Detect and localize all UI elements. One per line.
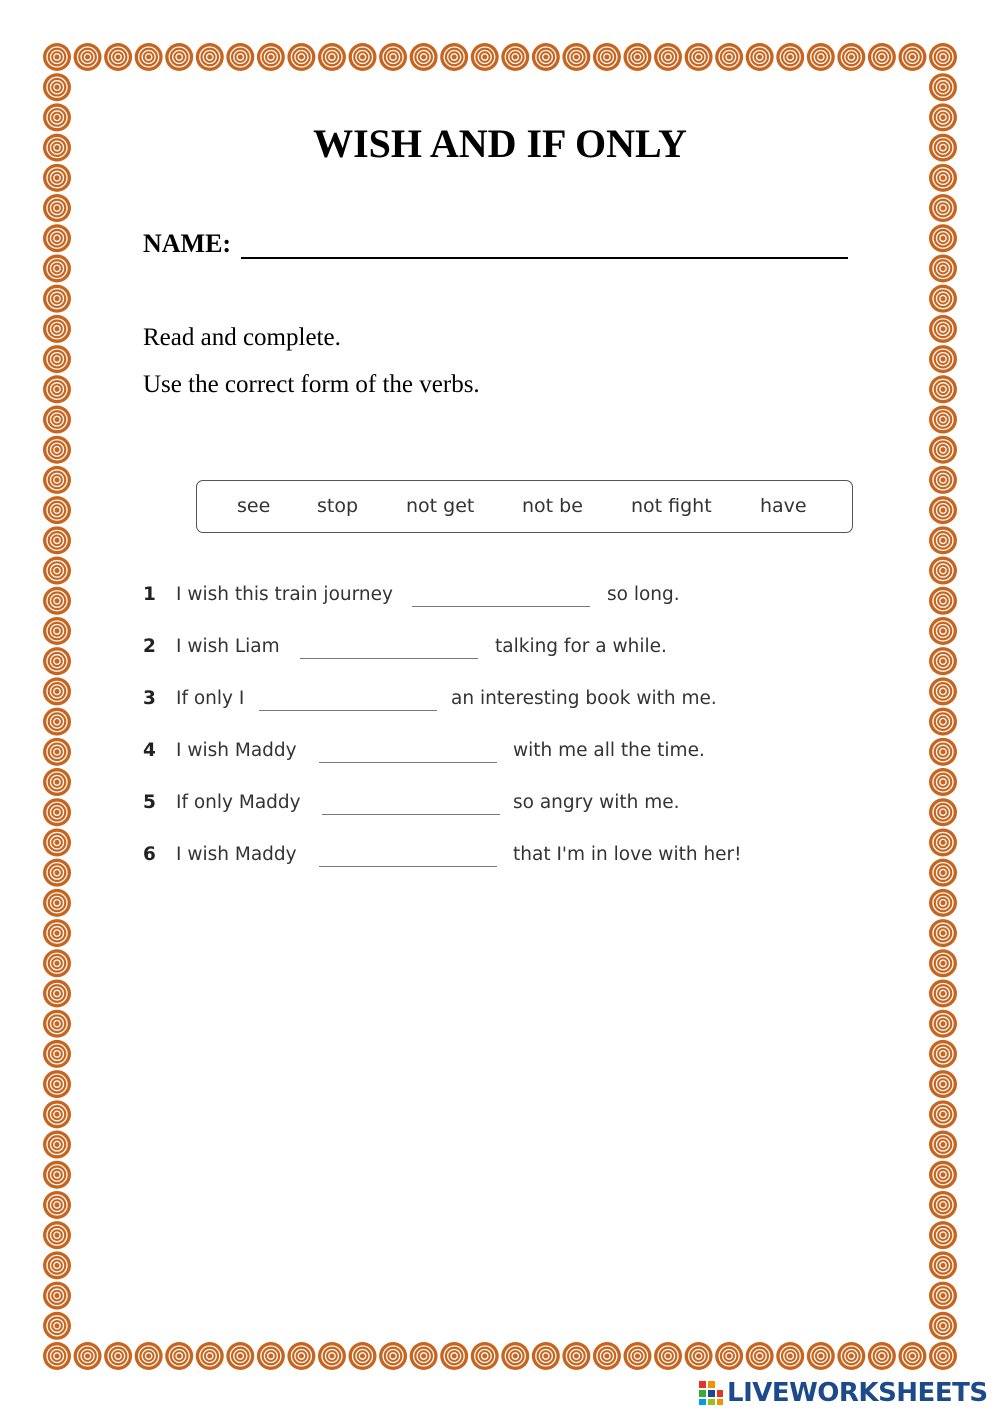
border-spiral-ornament (776, 1342, 804, 1370)
border-spiral-ornament (43, 889, 71, 917)
border-spiral-ornament (929, 1131, 957, 1159)
border-spiral-ornament (43, 647, 71, 675)
border-spiral-ornament (43, 526, 71, 554)
border-spiral-ornament (165, 1342, 193, 1370)
border-spiral-ornament (746, 43, 774, 71)
border-spiral-ornament (929, 859, 957, 887)
word-bank-item: not get (406, 495, 475, 517)
item-number: 3 (143, 688, 156, 709)
border-spiral-ornament (43, 859, 71, 887)
border-spiral-ornament (440, 43, 468, 71)
border-spiral-ornament (501, 43, 529, 71)
border-spiral-ornament (929, 406, 957, 434)
border-spiral-ornament (715, 1342, 743, 1370)
item-text-after: with me all the time. (513, 740, 705, 761)
word-bank-item: stop (317, 495, 359, 517)
answer-input-2[interactable] (300, 634, 478, 659)
border-spiral-ornament (43, 73, 71, 101)
border-spiral-ornament (349, 1342, 377, 1370)
item-number: 2 (143, 636, 156, 657)
border-spiral-ornament (929, 677, 957, 705)
border-spiral-ornament (43, 194, 71, 222)
border-spiral-ornament (929, 617, 957, 645)
border-spiral-ornament (929, 798, 957, 826)
border-spiral-ornament (74, 43, 102, 71)
border-spiral-ornament (43, 345, 71, 373)
border-spiral-ornament (929, 919, 957, 947)
border-spiral-ornament (623, 1342, 651, 1370)
border-spiral-ornament (929, 496, 957, 524)
border-spiral-ornament (257, 43, 285, 71)
border-spiral-ornament (410, 1342, 438, 1370)
border-spiral-ornament (135, 1342, 163, 1370)
border-spiral-ornament (74, 1342, 102, 1370)
border-spiral-ornament (43, 1131, 71, 1159)
border-spiral-ornament (43, 1251, 71, 1279)
border-spiral-ornament (43, 1282, 71, 1310)
item-number: 4 (143, 740, 156, 761)
border-spiral-ornament (807, 43, 835, 71)
border-spiral-ornament (318, 1342, 346, 1370)
border-spiral-ornament (43, 375, 71, 403)
border-spiral-ornament (135, 43, 163, 71)
item-text-after: that I'm in love with her! (513, 844, 742, 865)
border-spiral-ornament (287, 1342, 315, 1370)
border-spiral-ornament (532, 1342, 560, 1370)
border-spiral-ornament (685, 43, 713, 71)
border-spiral-ornament (43, 406, 71, 434)
border-spiral-ornament (929, 1040, 957, 1068)
border-spiral-ornament (318, 43, 346, 71)
word-bank-item: see (237, 495, 271, 517)
border-spiral-ornament (929, 1191, 957, 1219)
border-spiral-ornament (837, 1342, 865, 1370)
border-spiral-ornament (440, 1342, 468, 1370)
border-spiral-ornament (43, 708, 71, 736)
border-spiral-ornament (715, 43, 743, 71)
border-spiral-ornament (43, 1161, 71, 1189)
border-spiral-ornament (929, 164, 957, 192)
border-spiral-ornament (43, 466, 71, 494)
border-spiral-ornament (379, 1342, 407, 1370)
border-spiral-ornament (868, 1342, 896, 1370)
answer-input-5[interactable] (322, 790, 500, 815)
border-spiral-ornament (929, 949, 957, 977)
border-spiral-ornament (257, 1342, 285, 1370)
border-spiral-ornament (929, 889, 957, 917)
instruction-verbs: Use the correct form of the verbs. (143, 371, 480, 398)
item-number: 5 (143, 792, 156, 813)
answer-input-4[interactable] (319, 738, 497, 763)
instruction-read: Read and complete. (143, 324, 341, 351)
answer-input-3[interactable] (259, 686, 437, 711)
item-text-before: I wish this train journey (176, 584, 393, 605)
border-spiral-ornament (562, 1342, 590, 1370)
border-spiral-ornament (562, 43, 590, 71)
border-spiral-ornament (471, 1342, 499, 1370)
item-text-before: I wish Liam (176, 636, 280, 657)
border-spiral-ornament (532, 43, 560, 71)
border-spiral-ornament (471, 43, 499, 71)
border-spiral-ornament (654, 43, 682, 71)
border-spiral-ornament (43, 1010, 71, 1038)
border-spiral-ornament (929, 828, 957, 856)
liveworksheets-branding (698, 1377, 988, 1409)
border-spiral-ornament (104, 43, 132, 71)
border-spiral-ornament (43, 315, 71, 343)
border-spiral-ornament (929, 1070, 957, 1098)
border-spiral-ornament (43, 587, 71, 615)
item-number: 1 (143, 584, 156, 605)
border-spiral-ornament (43, 224, 71, 252)
border-spiral-ornament (929, 194, 957, 222)
item-text-before: I wish Maddy (176, 740, 297, 761)
item-number: 6 (143, 844, 156, 865)
border-spiral-ornament (196, 43, 224, 71)
border-spiral-ornament (929, 224, 957, 252)
border-spiral-ornament (593, 1342, 621, 1370)
border-spiral-ornament (43, 828, 71, 856)
border-spiral-ornament (929, 1342, 957, 1370)
border-spiral-ornament (43, 1342, 71, 1370)
border-spiral-ornament (929, 375, 957, 403)
item-text-before: If only Maddy (176, 792, 301, 813)
border-spiral-ornament (929, 1161, 957, 1189)
name-input[interactable] (241, 228, 848, 259)
item-text-after: so angry with me. (513, 792, 680, 813)
border-spiral-ornament (43, 1070, 71, 1098)
answer-input-1[interactable] (412, 582, 590, 607)
border-spiral-ornament (43, 436, 71, 464)
border-spiral-ornament (929, 979, 957, 1007)
border-spiral-ornament (929, 285, 957, 313)
item-text-after: an interesting book with me. (451, 688, 717, 709)
border-spiral-ornament (929, 1010, 957, 1038)
name-row (143, 228, 848, 259)
border-spiral-ornament (929, 557, 957, 585)
border-spiral-ornament (929, 1100, 957, 1128)
page-title: WISH AND IF ONLY (313, 121, 687, 166)
border-spiral-ornament (287, 43, 315, 71)
border-spiral-ornament (196, 1342, 224, 1370)
border-spiral-ornament (929, 526, 957, 554)
answer-input-6[interactable] (319, 842, 497, 867)
border-spiral-ornament (43, 617, 71, 645)
border-spiral-ornament (43, 798, 71, 826)
border-spiral-ornament (410, 43, 438, 71)
border-spiral-ornament (746, 1342, 774, 1370)
border-spiral-ornament (43, 1191, 71, 1219)
border-spiral-ornament (43, 164, 71, 192)
border-spiral-ornament (929, 254, 957, 282)
border-spiral-ornament (43, 1312, 71, 1340)
border-spiral-ornament (929, 345, 957, 373)
item-text-after: so long. (607, 584, 680, 605)
border-spiral-ornament (929, 647, 957, 675)
border-spiral-ornament (43, 557, 71, 585)
border-spiral-ornament (776, 43, 804, 71)
border-spiral-ornament (654, 1342, 682, 1370)
border-spiral-ornament (623, 43, 651, 71)
border-spiral-ornament (43, 254, 71, 282)
border-spiral-ornament (501, 1342, 529, 1370)
border-spiral-ornament (898, 43, 926, 71)
border-spiral-ornament (43, 738, 71, 766)
liveworksheets-logo-icon (698, 1380, 724, 1406)
border-spiral-ornament (165, 43, 193, 71)
border-spiral-ornament (43, 919, 71, 947)
border-spiral-ornament (593, 43, 621, 71)
border-spiral-ornament (898, 1342, 926, 1370)
border-spiral-ornament (929, 1312, 957, 1340)
border-spiral-ornament (43, 496, 71, 524)
border-spiral-ornament (43, 1040, 71, 1068)
word-bank-item: not be (522, 495, 583, 517)
border-spiral-ornament (43, 949, 71, 977)
border-spiral-ornament (929, 315, 957, 343)
border-spiral-ornament (929, 587, 957, 615)
border-spiral-ornament (43, 1100, 71, 1128)
border-spiral-ornament (43, 979, 71, 1007)
border-spiral-ornament (929, 73, 957, 101)
word-bank (196, 480, 853, 533)
item-text-after: talking for a while. (495, 636, 667, 657)
border-spiral-ornament (929, 1221, 957, 1249)
border-spiral-ornament (929, 466, 957, 494)
name-label: NAME: (143, 229, 232, 258)
border-spiral-ornament (43, 43, 71, 71)
border-spiral-ornament (929, 738, 957, 766)
item-text-before: If only I (176, 688, 245, 709)
border-spiral-ornament (349, 43, 377, 71)
border-spiral-ornament (226, 43, 254, 71)
border-spiral-ornament (929, 708, 957, 736)
item-text-before: I wish Maddy (176, 844, 297, 865)
border-spiral-ornament (43, 1221, 71, 1249)
border-spiral-ornament (43, 768, 71, 796)
border-spiral-ornament (43, 285, 71, 313)
border-spiral-ornament (685, 1342, 713, 1370)
liveworksheets-text: LIVEWORKSHEETS (727, 1378, 988, 1408)
border-spiral-ornament (226, 1342, 254, 1370)
word-bank-item: not fight (631, 495, 712, 517)
border-spiral-ornament (807, 1342, 835, 1370)
border-spiral-ornament (104, 1342, 132, 1370)
border-spiral-ornament (43, 677, 71, 705)
word-bank-item: have (760, 495, 807, 517)
border-spiral-ornament (929, 768, 957, 796)
border-spiral-ornament (837, 43, 865, 71)
border-spiral-ornament (929, 436, 957, 464)
border-spiral-ornament (379, 43, 407, 71)
border-spiral-ornament (929, 43, 957, 71)
border-spiral-ornament (929, 1282, 957, 1310)
border-spiral-ornament (868, 43, 896, 71)
border-spiral-ornament (929, 1251, 957, 1279)
